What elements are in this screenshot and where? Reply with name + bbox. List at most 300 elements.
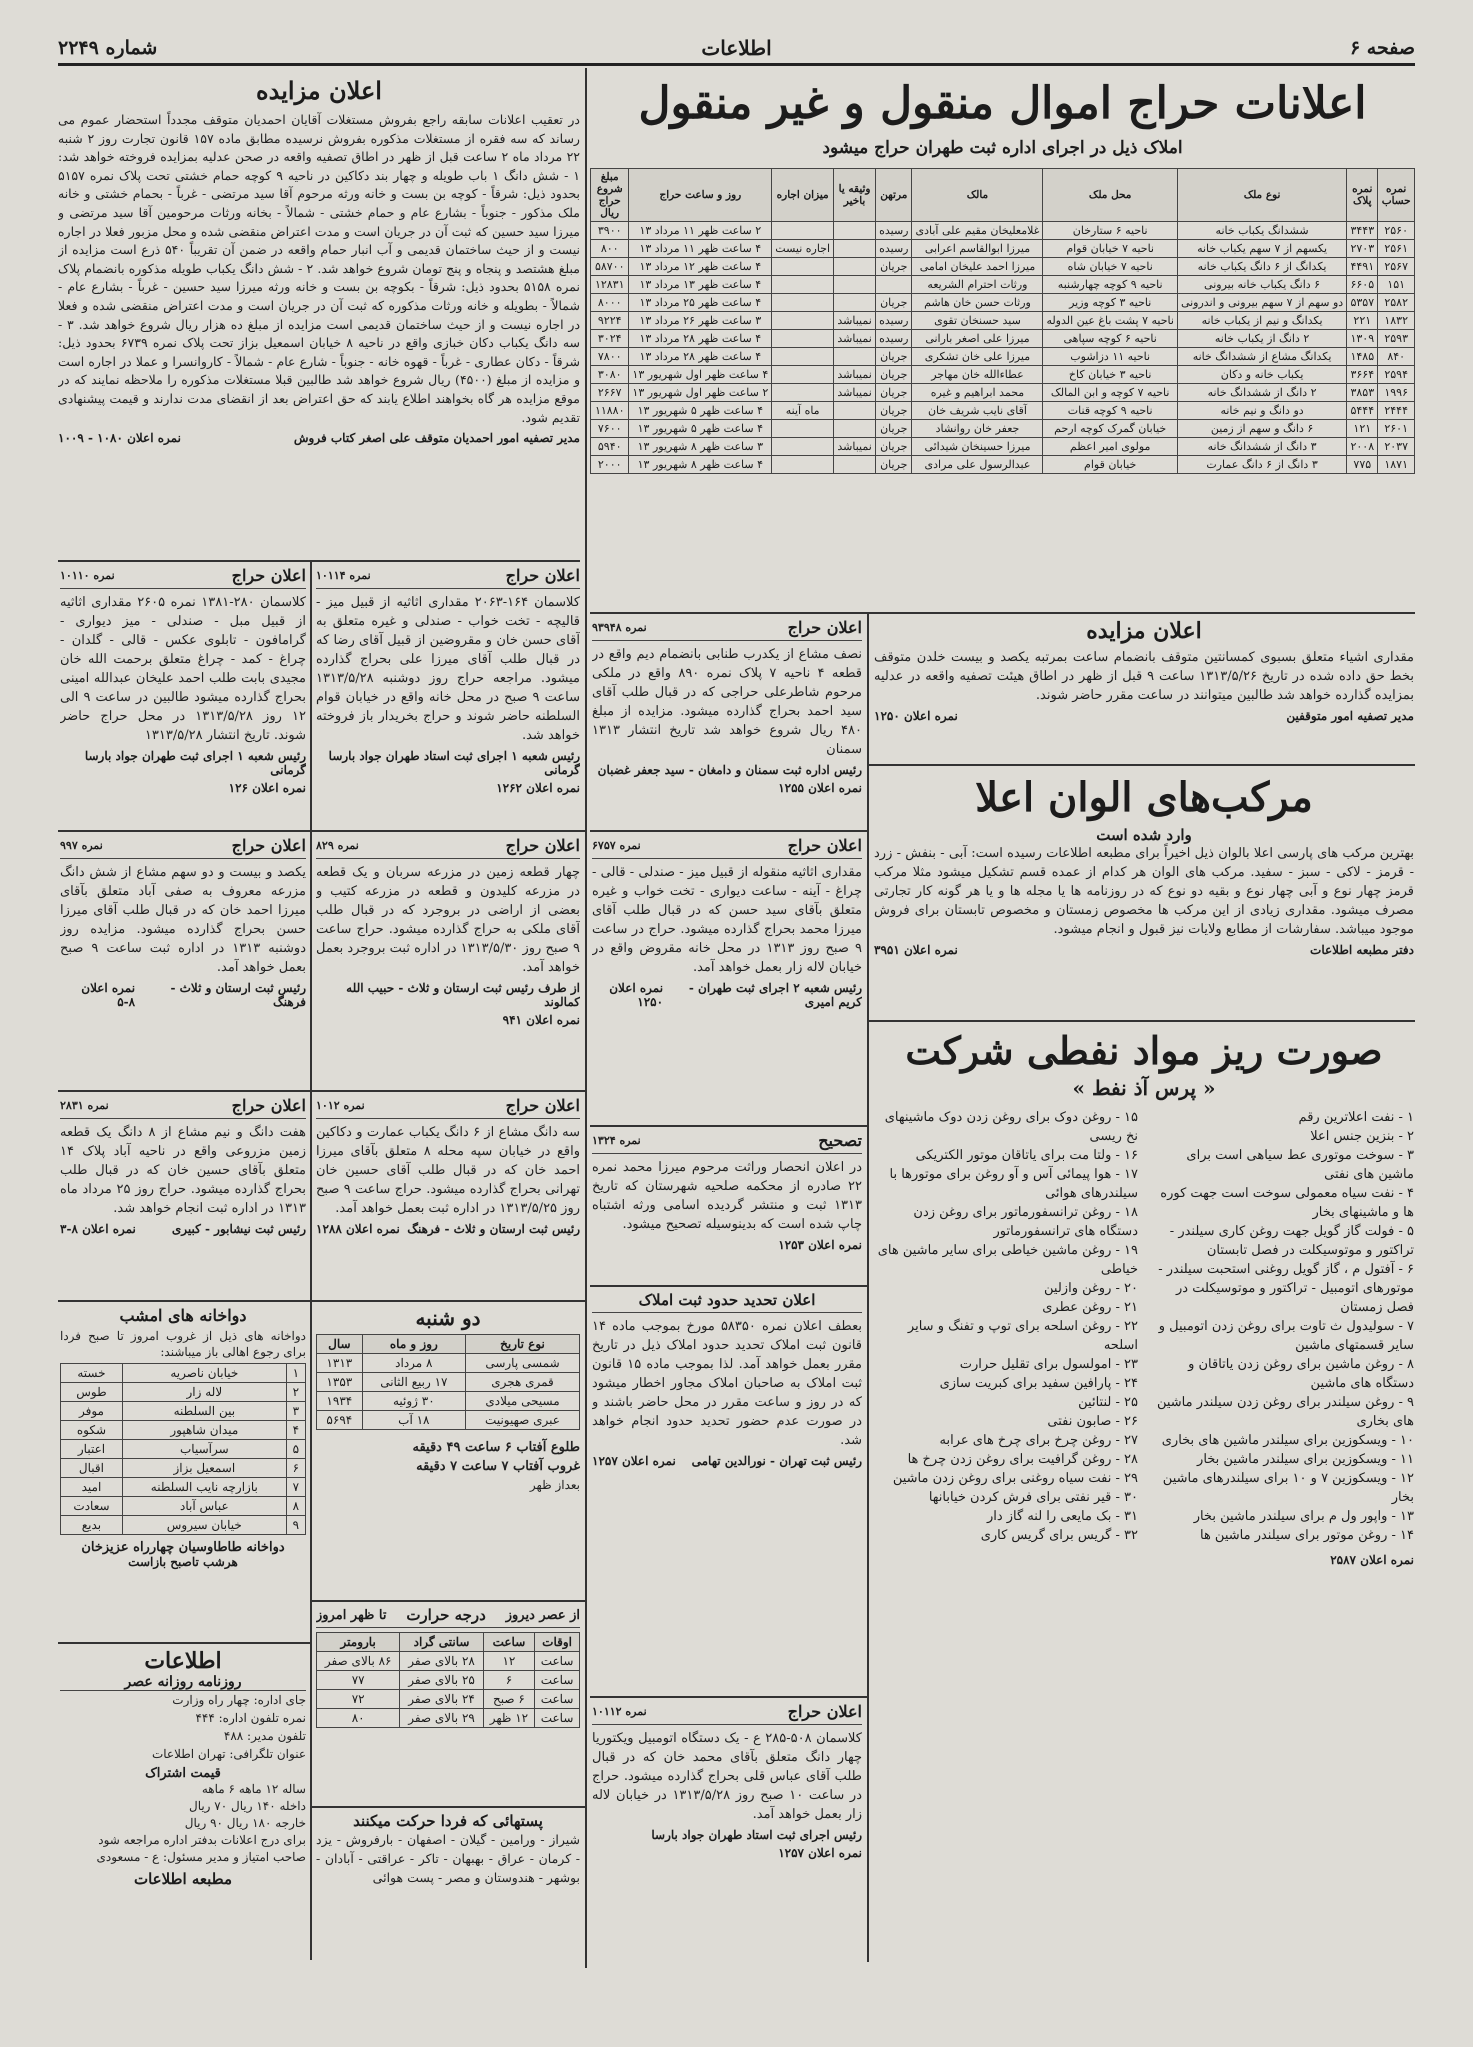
pharmacies-extra: دواخانه طاطاوسیان چهارراه عزیزخان [81, 1540, 285, 1555]
auction-cell: ششدانگ یکباب خانه [1177, 222, 1346, 240]
auction-cell: ۳۰۲۴ [591, 330, 629, 348]
auction-cell: ۵۴۴۴ [1347, 402, 1378, 420]
oil-item: ۴ - نفت سیاه معمولی سوخت است جهت کوره ها و ماشینهای بخار [1160, 1186, 1414, 1220]
auction-cell: ۹۲۲۴ [591, 312, 629, 330]
ad-harraj-4 [60, 836, 306, 1086]
ad-number: نمره اعلان ۱۲۵۷ [592, 1454, 676, 1468]
auction-cell: نمیباشد [834, 330, 876, 348]
auction-cell: ۲۵۶۱ [1378, 240, 1415, 258]
auction-row [591, 222, 1415, 240]
calendar [316, 1306, 580, 1596]
auction-cell: ۶ دانگ یکباب خانه بیرونی [1177, 276, 1346, 294]
divider [58, 1300, 310, 1302]
pharmacy-cell: اقبال [61, 1459, 123, 1478]
ad-harraj-2 [316, 566, 580, 826]
pharmacy-cell: ۷ [286, 1478, 305, 1497]
auction-cell: مولوی امیر اعظم [1043, 438, 1178, 456]
auction-cell [834, 276, 876, 294]
calendar-header: سال [317, 1335, 363, 1354]
divider [867, 764, 1415, 766]
ad-no: نمره ۱۰۱۲ [316, 1099, 365, 1112]
ad-signature: رئیس شعبه ۱ اجرای ثبت استاد طهران جواد بارسا گرمانی [328, 749, 580, 777]
calendar-cell: ۱۸ آب [362, 1411, 465, 1430]
auction-cell: آقای نایب شریف خان [912, 402, 1043, 420]
oil-item: ۳ - سوخت موتوری عط سیاهی است برای ماشین های نفتی [1186, 1148, 1414, 1182]
issue-number: شماره ۲۲۴۹ [58, 36, 158, 59]
noon-label: بعداز ظهر [529, 1478, 580, 1492]
divider [58, 560, 580, 562]
oil-item: ۲۷ - روغن چرخ برای چرخ های عرابه [939, 1433, 1138, 1448]
pharmacy-cell: ۹ [286, 1516, 305, 1535]
ad-number: نمره اعلان ۱۲۵۷ [778, 1846, 862, 1860]
auction-cell: ۲ دانگ از یکباب خانه [1177, 330, 1346, 348]
oil-item: ۸ - روغن ماشین برای روغن زدن یاتاقان و دستگاه های ماشین [1188, 1357, 1414, 1391]
ad-body: کلاسمان ۲۸۰-۱۳۸۱ نمره ۲۶۰۵ مقداری اثاثیه از قبیل مبل - صندلی - میز دیواری - گرامافون - تابلوی عکس - قالی - گلدان - چراغ - کمد - چراغ متعلق برحمت الله خان مجیدی بابت طلب احمد علیخان عبدالله امینی بحراج گذارده میشود طالبین در ساعت ۹ الی ۱۲ روز ۱۳۱۳/۵/۲۸ در محل حراج حاضر شوند. تاریخ انتشار ۱۳۱۳/۵/۲۸ [60, 595, 306, 743]
temperature-header: ساعت [483, 1633, 534, 1652]
ad-ink [874, 770, 1414, 1010]
divider [590, 1285, 867, 1287]
imprint-office: جای اداره: چهار راه وزارت [172, 1693, 306, 1707]
ad-title: اعلان حراج [231, 836, 306, 855]
calendar-cell: ۳۰ ژوئیه [362, 1392, 465, 1411]
ad-no: نمره ۱۰۱۱۲ [592, 1705, 647, 1718]
temperature-header: اوقات [535, 1633, 580, 1652]
divider [58, 1090, 310, 1092]
auction-cell: ناحیه ۷ پشت باغ عین الدوله [1043, 312, 1178, 330]
auction-cell: ۲۲۱ [1347, 312, 1378, 330]
oil-item: ۱۵ - روغن دوک برای روغن زدن دوک ماشینهای نخ ریسی [884, 1110, 1138, 1144]
divider [310, 560, 312, 1960]
auction-cell: رسیده [876, 222, 912, 240]
oil-item: ۲۲ - روغن اسلحه برای توپ و تفنگ و سایر اسلحه [907, 1319, 1138, 1353]
ad-no: نمره ۸۲۹ [316, 839, 359, 852]
auction-cell: عبدالرسول علی مرادی [912, 456, 1043, 474]
page-number: صفحه ۶ [1349, 36, 1415, 59]
ad-number: نمره اعلان ۱۲۵۵ [778, 781, 862, 795]
auction-row [591, 366, 1415, 384]
auction-cell: ۳۴۴۳ [1347, 222, 1378, 240]
ad-number: نمره اعلان ۱۲۵۰ [609, 981, 664, 1009]
ad-signature: رئیس شعبه ۱ اجرای ثبت طهران جواد بارسا گرمانی [84, 749, 306, 777]
divider [585, 68, 587, 1968]
auction-cell: ورثات حسن خان هاشم [912, 294, 1043, 312]
auction-cell: میرزا احمد علیخان امامی [912, 258, 1043, 276]
auction-cell: ۱۸۳۲ [1378, 312, 1415, 330]
ad-signature: مدیر تصفیه امور احمدیان متوقف علی اصغر کتاب فروش [293, 431, 580, 446]
oil-item: ۳۱ - بک مایعی را لنه گاز دار [986, 1509, 1138, 1524]
auction-header: مالک [912, 169, 1043, 222]
auction-row [591, 420, 1415, 438]
ad-signature: رئیس ثبت تهران - نورالدین تهامی [691, 1454, 862, 1468]
calendar-title: دو شنبه [415, 1306, 481, 1330]
divider [58, 830, 310, 832]
auction-cell: جریان [876, 402, 912, 420]
auction-cell: ۳۹۰۰ [591, 222, 629, 240]
auction-cell [834, 402, 876, 420]
oil-item: ۱۶ - ولتا مت برای یاتاقان موتور الکتریکی [915, 1148, 1138, 1163]
paper-name: اطلاعات [701, 35, 772, 60]
pharmacy-cell: عباس آباد [122, 1497, 286, 1516]
main-auctions [590, 76, 1415, 611]
ad-title: اعلان مزایده [1086, 618, 1202, 644]
auction-header: محل ملک [1043, 169, 1178, 222]
calendar-row [317, 1411, 580, 1430]
auction-cell: دو دانگ و نیم خانه [1177, 402, 1346, 420]
auction-cell: میرزا علی خان تشکری [912, 348, 1043, 366]
pharmacy-row [61, 1459, 306, 1478]
temp-from: از عصر دیروز [505, 1607, 580, 1623]
auction-cell: ۱۳۰۹ [1347, 330, 1378, 348]
imprint-press: مطبعه اطلاعات [133, 1870, 233, 1888]
auction-cell: ۳۶۶۴ [1347, 366, 1378, 384]
auction-header: مبلغ شروع حراج ریال [591, 169, 629, 222]
imprint-note: برای درج اعلانات بدفتر اداره مراجعه شود [98, 1833, 306, 1847]
auction-header: نمره حساب [1378, 169, 1415, 222]
auction-cell: ۲۷۰۳ [1347, 240, 1378, 258]
auction-cell: جریان [876, 294, 912, 312]
oil-item: ۵ - فولت گاز گویل جهت روغن کاری سیلندر - تراکتور و موتوسیکلت در فصل تابستان [1169, 1224, 1414, 1258]
auction-cell: ناحیه ۷ کوچه و ابن المالک [1043, 384, 1178, 402]
auction-cell: جریان [876, 258, 912, 276]
sunset: غروب آفتاب ۷ ساعت ۷ دقیقه [416, 1459, 580, 1474]
ad-signature: رئیس ثبت ارستان و ثلاث - فرهنگ [407, 1222, 580, 1236]
temperature-cell: ساعت [535, 1652, 580, 1671]
auction-cell: جعفر خان روانشاد [912, 420, 1043, 438]
auction-cell: ۲۵۸۲ [1378, 294, 1415, 312]
ad-title: اعلان حراج [787, 836, 862, 855]
ad-number: نمره اعلان ۱۲۶ [228, 781, 306, 795]
pharmacies [60, 1306, 306, 1636]
calendar-cell: ۱۷ ربیع الثانی [362, 1373, 465, 1392]
auction-cell: ۴ ساعت ظهر ۲۸ مرداد ۱۳ [629, 348, 772, 366]
pharmacies-table [60, 1363, 306, 1535]
pharmacy-cell: شکوه [61, 1421, 123, 1440]
auction-row [591, 438, 1415, 456]
auction-cell: ۲۵۹۴ [1378, 366, 1415, 384]
ad-title: اعلان حراج [505, 836, 580, 855]
oil-item: ۱۴ - روغن موتور برای سیلندر ماشین ها [1199, 1528, 1414, 1543]
auction-cell: ۴ ساعت ظهر اول شهریور ۱۳ [629, 366, 772, 384]
auction-cell: ۲۵۹۳ [1378, 330, 1415, 348]
auction-cell [834, 420, 876, 438]
auction-cell [834, 456, 876, 474]
auction-cell: ۲۰۰۸ [1347, 438, 1378, 456]
oil-item: ۲۹ - نفت سیاه روغنی برای روغن زدن ماشین [892, 1471, 1138, 1486]
auction-cell: یکباب خانه و دکان [1177, 366, 1346, 384]
ad-subtitle: وارد شده است [1096, 826, 1192, 844]
calendar-cell: ۱۳۱۳ [317, 1354, 363, 1373]
ad-title: تصحیح [818, 1131, 862, 1150]
auction-cell: ۳۸۵۳ [1347, 384, 1378, 402]
calendar-cell: قمری هجری [466, 1373, 580, 1392]
auction-cell: ۱۵۱ [1378, 276, 1415, 294]
oil-item: ۹ - روغن سیلندر برای روغن زدن سیلندر ماشین های بخاری [1156, 1395, 1414, 1429]
ad-no: نمره ۱۰۱۱۴ [316, 569, 371, 582]
ad-body: کلاسمان ۵۰۸-۲۸۵ ع - یک دستگاه اتومبیل ویکتوریا چهار دانگ متعلق بآقای محمد خان که در قبال طلب آقای عباس قلی بحراج گذارده میشود. حراج در ساعت ۱۰ صبح روز ۱۳۱۳/۵/۲۸ در خیابان لاله زار بعمل خواهد آمد. [592, 1731, 862, 1822]
ad-number: نمره اعلان ۹۴۱ [502, 1013, 580, 1027]
auction-cell: رسیده [876, 312, 912, 330]
ad-no: نمره ۱۳۲۴ [592, 1134, 641, 1147]
auction-cell: میرزا حسینخان شیدائی [912, 438, 1043, 456]
temp-title: درجه حرارت [406, 1606, 486, 1624]
ad-body: بعطف اعلان نمره ۵۸۳۵۰ مورخ بموجب ماده ۱۴ قانون ثبت املاک تحدید حدود املاک ذیل در تاریخ مقرر بعمل خواهد آمد. لذا بموجب ماده ۱۵ قانون ثبت املاک به صاحبان املاک مجاور اخطار میشود که در روز و ساعت مقرر در محل حاضر باشند و در صورت عدم حضور تحدید حدود انجام خواهد شد. [592, 1319, 862, 1448]
mail [316, 1812, 580, 1962]
ad-tahdid [592, 1291, 862, 1691]
calendar-cell: ۱۹۳۴ [317, 1392, 363, 1411]
pharmacy-cell: ۲ [286, 1383, 305, 1402]
ad-number: نمره اعلان ۸-۳ [60, 1222, 136, 1236]
auction-cell: ۱۲۸۳۱ [591, 276, 629, 294]
temperature-table [316, 1632, 580, 1728]
auction-cell: دو سهم از ۷ سهم بیرونی و اندرونی [1177, 294, 1346, 312]
temperature [316, 1606, 580, 1806]
ad-number: نمره اعلان ۱۲۵۳ [778, 1238, 862, 1252]
auction-cell [772, 222, 834, 240]
ad-body: نصف مشاع از یکدرب طنابی بانضمام دیم واقع در قطعه ۴ ناحیه ۷ پلاک نمره ۸۹۰ واقع در ملکی مرحوم شاطرعلی حراجی که در قبال طلب آقای سید احمد بحراج گذارده میشود. مزایده از مبلغ ۴۸۰ ریال شروع خواهد شد تاریخ انتشار ۱۳۱۳ سمنان [592, 647, 862, 757]
auction-header: نوع ملک [1177, 169, 1346, 222]
auction-cell: ۲۰۰۰ [591, 456, 629, 474]
pharmacy-row [61, 1364, 306, 1383]
pharmacy-cell: امید [61, 1478, 123, 1497]
pharmacy-cell: خیابان سیروس [122, 1516, 286, 1535]
ad-oil [874, 1026, 1414, 1961]
temperature-cell: ۲۹ بالای صفر [400, 1709, 483, 1728]
auction-cell [772, 276, 834, 294]
ad-title: اعلان حراج [231, 566, 306, 585]
auction-cell: ۴ ساعت ظهر ۲۸ مرداد ۱۳ [629, 330, 772, 348]
oil-item: ۲۰ - روغن وازلین [1044, 1281, 1138, 1296]
auction-header: نمره پلاک [1347, 169, 1378, 222]
auction-cell: ۲۰۳۷ [1378, 438, 1415, 456]
imprint-price1: ساله ۱۲ ماهه ۶ ماهه [201, 1782, 306, 1796]
oil-item: ۲ - بنزین جنس اعلا [1310, 1129, 1414, 1144]
temperature-cell: ساعت [535, 1690, 580, 1709]
auction-cell: ۲۵۶۷ [1378, 258, 1415, 276]
ad-signature: رئیس شعبه ۲ اجرای ثبت طهران - کریم امیری [688, 981, 862, 1009]
ad-signature: رئیس اجرای ثبت استاد طهران جواد بارسا [651, 1828, 862, 1842]
auction-cell: عطاءالله خان مهاجر [912, 366, 1043, 384]
temperature-cell: ۸۶ بالای صفر [317, 1652, 400, 1671]
temperature-cell: ۶ [483, 1671, 534, 1690]
ad-number: نمره اعلان ۱۲۸۸ [316, 1222, 400, 1236]
auction-cell: نمیباشد [834, 312, 876, 330]
calendar-row [317, 1354, 580, 1373]
ad-body: در اعلان انحصار وراثت مرحوم میرزا محمد نمره ۲۲ صادره از محکمه صلحیه شهرستان که تاریخ ۱۳۱۳ ثبت و منتشر گردیده اسامی ورثه اشتباه چاپ شده است که بدینوسیله تصحیح میشود. [592, 1160, 862, 1232]
auction-cell: جریان [876, 438, 912, 456]
auction-cell [772, 348, 834, 366]
auction-cell: رسیده [876, 240, 912, 258]
imprint-telegraph: عنوان تلگرافی: تهران اطلاعات [151, 1747, 306, 1761]
auction-cell [772, 294, 834, 312]
auction-cell: ۷۶۰۰ [591, 420, 629, 438]
ad-mozayede-top [58, 76, 580, 556]
auction-row [591, 456, 1415, 474]
auction-cell: ۴ ساعت ظهر ۱۲ مرداد ۱۳ [629, 258, 772, 276]
auction-row [591, 312, 1415, 330]
ad-number: نمره اعلان ۲۵۸۷ [1330, 1553, 1414, 1567]
pharmacy-row [61, 1516, 306, 1535]
auction-cell [834, 258, 876, 276]
auction-cell: ۴ ساعت ظهر ۱۳ مرداد ۱۳ [629, 276, 772, 294]
auction-cell [772, 420, 834, 438]
divider [590, 830, 867, 832]
temp-to: تا ظهر امروز [316, 1607, 387, 1623]
auction-cell: یکسهم از ۷ سهم یکباب خانه [1177, 240, 1346, 258]
ad-body: مقداری اشیاء متعلق بسبوی کمسانتین متوقف بانضمام ساعت بمرتبه یکصد و بیست خلدن متوقف بخط حق داده شده در تاریخ ۱۳۱۳/۵/۲۶ ساعت ۹ قبل از ظهر در اطاق هیئت تصفیه واقعه در عدلیه بمزایده گذارده خواهد شد طالبین میتوانند در ساعت مقرر حاضر شوند. [874, 650, 1414, 703]
auction-cell: ۶ دانگ و سهم از زمین [1177, 420, 1346, 438]
auction-cell: میرزا ابوالقاسم اعرابی [912, 240, 1043, 258]
auction-cell: میرزا علی اصغر بارانی [912, 330, 1043, 348]
oil-item: ۱۸ - روغن ترانسفورماتور برای روغن زدن دستگاه های ترانسفورماتور [913, 1205, 1138, 1239]
oil-item: ۲۱ - روغن عطری [1042, 1300, 1138, 1315]
calendar-cell: شمسی پارسی [466, 1354, 580, 1373]
auction-cell: ۴۴۹۱ [1347, 258, 1378, 276]
auction-cell: ناحیه ۷ خیابان شاه [1043, 258, 1178, 276]
oil-item: ۱۱ - ویسکوزین برای سیلندر ماشین بخار [1197, 1452, 1414, 1467]
auction-cell: ناحیه ۳ خیابان کاخ [1043, 366, 1178, 384]
calendar-header: نوع تاریخ [466, 1335, 580, 1354]
ad-signature: از طرف رئیس ثبت ارستان و ثلاث - حبیب الله کمالوند [346, 981, 580, 1009]
auction-cell: ۱۹۹۶ [1378, 384, 1415, 402]
calendar-cell: ۸ مرداد [362, 1354, 465, 1373]
ad-harraj-3 [592, 618, 862, 808]
pharmacy-cell: بین السلطنه [122, 1402, 286, 1421]
oil-item: ۳۲ - گریس برای گریس کاری [980, 1528, 1138, 1543]
auction-header: وثیقه یا باخیر [834, 169, 876, 222]
auction-cell: ۱۱۸۸۰ [591, 402, 629, 420]
auction-cell: محمد ابراهیم و غیره [912, 384, 1043, 402]
auction-cell: ۳ دانگ از ششدانگ خانه [1177, 438, 1346, 456]
pharmacy-cell: سرآسیاب [122, 1440, 286, 1459]
auction-cell: نمیباشد [834, 438, 876, 456]
auction-cell: یکدانگ و نیم از یکباب خانه [1177, 312, 1346, 330]
auction-cell: ۲۶۰۱ [1378, 420, 1415, 438]
oil-item: ۲۴ - پارافین سفید برای کبریت سازی [939, 1376, 1138, 1391]
ad-title: اعلان مزایده [256, 76, 382, 105]
imprint [60, 1648, 306, 1948]
auction-cell [772, 312, 834, 330]
ad-signature: رئیس ثبت نیشابور - کبیری [171, 1222, 306, 1236]
divider [867, 1020, 1415, 1022]
imprint-phone: نمره تلفون اداره: ۴۴۴ [195, 1711, 306, 1725]
main-auctions-title: اعلانات حراج اموال منقول و غیر منقول [638, 78, 1367, 129]
auction-row [591, 384, 1415, 402]
auction-cell: ۴ ساعت ظهر ۱۱ مرداد ۱۳ [629, 240, 772, 258]
temperature-cell: ساعت [535, 1709, 580, 1728]
temperature-row [317, 1652, 580, 1671]
auction-cell: جریان [876, 420, 912, 438]
ad-title: اعلان حراج [787, 618, 862, 637]
imprint-tel2: تلفون مدیر: ۴۸۸ [223, 1729, 306, 1743]
ad-body: بهترین مرکب های پارسی اعلا بالوان ذیل اخیراً برای مطبعه اطلاعات رسیده است: آبی - بنفش - زرد - قرمز - لاکی - سبز - سفید. مرکب های الوان هر کدام از عمده قسم تشکیل میشود مثلا مرکب قرمز چهار نوع و آبی چهار نوع و بقیه دو نوع که در روزنامه ها یا مجله ها و یا هر گونه کار تجارتی مصرف میشود. مقداری زیادی از این مرکب ها مخصوص زمستان و مخصوص تابستان برای فروش موجود میباشد. سفارشات از مطابع ولایات نیز قبول و انجام میشود. [874, 846, 1414, 937]
auction-cell: غلامعلیخان مقیم علی آبادی [912, 222, 1043, 240]
auction-cell: ۳۰۸۰ [591, 366, 629, 384]
auction-cell: ورثات احترام الشریعه [912, 276, 1043, 294]
temperature-row [317, 1671, 580, 1690]
auction-cell: ۳ ساعت ظهر ۲۶ مرداد ۱۳ [629, 312, 772, 330]
auction-cell: ۶۶۰۵ [1347, 276, 1378, 294]
imprint-price2: داخله ۱۴۰ ریال ۷۰ ریال [188, 1799, 306, 1813]
oil-item: ۶ - آفتول م ، گاز گویل روغنی استحبت سیلندر - موتورهای اتومبیل - تراکتور و موتوسیکلت در فصل زمستان [1158, 1262, 1414, 1315]
auction-cell: ناحیه ۹ کوچه چهارشنبه [1043, 276, 1178, 294]
auction-cell: ۵۹۴۰ [591, 438, 629, 456]
pharmacy-cell: ۱ [286, 1364, 305, 1383]
oil-item: ۱۲ - ویسکوزین ۷ و ۱۰ برای سیلندرهای ماشین بخار [1162, 1471, 1414, 1505]
pharmacy-row [61, 1402, 306, 1421]
auction-cell: ۲ دانگ از ششدانگ خانه [1177, 384, 1346, 402]
calendar-row [317, 1392, 580, 1411]
ad-harraj-7 [60, 1096, 306, 1296]
auction-row [591, 240, 1415, 258]
pharmacy-cell: میدان شاهپور [122, 1421, 286, 1440]
oil-item: ۲۶ - صابون نفتی [1047, 1414, 1138, 1429]
auction-cell [772, 258, 834, 276]
temperature-row [317, 1690, 580, 1709]
page-header [58, 32, 1415, 66]
auction-header: مرتهن [876, 169, 912, 222]
divider [310, 1090, 585, 1092]
ad-number: نمره اعلان ۸-۵ [81, 981, 136, 1009]
auction-cell: اجاره نیست [772, 240, 834, 258]
pharmacies-title: دواخانه های امشب [119, 1306, 247, 1325]
temperature-header: سانتی گراد [400, 1633, 483, 1652]
auction-header: روز و ساعت حراج [629, 169, 772, 222]
auction-cell: یکدانگ مشاع از ششدانگ خانه [1177, 348, 1346, 366]
ad-harraj-5 [316, 836, 580, 1086]
auction-row [591, 330, 1415, 348]
temperature-cell: ۶ صبح [483, 1690, 534, 1709]
imprint-price-title: قیمت اشتراک [145, 1766, 221, 1781]
pharmacy-cell: ۶ [286, 1459, 305, 1478]
oil-item: ۲۳ - امولسول برای تقلیل حرارت [959, 1357, 1138, 1372]
oil-item: ۱ - نفت اعلاترین رقم [1298, 1110, 1414, 1125]
auction-cell: ناحیه ۶ ستارخان [1043, 222, 1178, 240]
ad-harraj-9 [592, 1702, 862, 1962]
divider [590, 1696, 867, 1698]
pharmacy-cell: ۵ [286, 1440, 305, 1459]
temperature-cell: ۲۴ بالای صفر [400, 1690, 483, 1709]
pharmacy-cell: ۸ [286, 1497, 305, 1516]
auction-cell [772, 330, 834, 348]
calendar-row [317, 1373, 580, 1392]
divider [310, 1600, 585, 1602]
calendar-header: روز و ماه [362, 1335, 465, 1354]
divider [590, 1125, 867, 1127]
temperature-cell: ۱۲ [483, 1652, 534, 1671]
auction-row [591, 402, 1415, 420]
pharmacy-row [61, 1383, 306, 1402]
ad-body: چهار قطعه زمین در مزرعه سربان و یک قطعه در مزرعه کلیدون و قطعه در مزرعه کتیب و بعضی از اراضی در بروجرد که در قبال طلب آقای ملکی به حراج گذارده میشود. حراج ساعت ۹ صبح روز ۱۳۱۳/۵/۳۰ در اداره ثبت بروجرد بعمل خواهد آمد. [316, 865, 580, 975]
auction-cell: ۴ ساعت ظهر ۸ شهریور ۱۳ [629, 456, 772, 474]
ad-signature: رئیس ثبت ارستان و ثلاث - فرهنگ [170, 981, 306, 1009]
pharmacy-cell: سعادت [61, 1497, 123, 1516]
ad-mozayede-2 [874, 618, 1414, 758]
auction-cell: ناحیه ۳ کوچه وزیر [1043, 294, 1178, 312]
auction-row [591, 294, 1415, 312]
ad-body: در تعقیب اعلانات سابقه راجع بفروش مستغلات آقایان احمدیان متوقف مجدداً استحضار عموم می رساند که سه فقره از مستغلات مذکوره بفروش نرسیده مطابق ماده ۱۵۷ قانون تجارت روز ۲ شنبه ۲۲ مرداد ماه ۲ ساعت قبل از ظهر در اطاق تصفیه واقعه در صحن عدلیه بمزایده فروخته خواهد شد: ۱ - شش دانگ ۱ باب طویله و چهار بند دکاکین در ناحیه ۹ کوچه حمام خشتی تحت پلاک نمره ۵۱۵۷ بحدود ذیل: شرقاً - کوچه بن بست و خانه ورثه مرحوم آقا سید مرتضی - غرباً - بحمام خشتی و خانه ملک مذکور - جنوباً - بشارع عام و حمام خشتی - شمالاً - بخانه ورثات مرحومین آقا سید مرتضی و میرزا سید حسین که ثبت آن در جریان است و مدت اعتراض منقضی شده و محل مزبور فعلا در اجاره نیست و از حیث ساختمان قدیمی و آب انبار حمام واقعه در ضمن آن تقریباً ۵۴۰ ذرع است مزایده از مبلغ هشتصد و پنجاه و پنج تومان شروع خواهد شد. ۲ - شش دانگ یکباب طویله مذکوره بانضمام پلاک نمره ۵۱۵۸ بحدود ذیل: شرقاً - بکوچه بن بست و خانه ورثه میرزا سید حسین - غرباً - بشارع عام - شمالاً - بطویله و خانه ورثات مذکوره که ثبت آن در جریان است و مدت اعتراض منقضی شده و فعلا در اجاره نیست و از حیث ساختمان قدیمی است مزایده از مبلغ ده هزار ریال شروع خواهد شد. ۳ - سه دانگ یکباب دکان خبازی واقع در ناحیه ۸ خیابان اسمعیل بزاز تحت پلاک نمره ۶۷۳۹ بحدود ذیل: شرقاً - دکان عطاری - غرباً - قهوه خانه - جنوباً - شارع عام - شمالاً - کاروانسرا و عملا در اجاره است و مزایده از مبلغ (۴۵۰۰) ریال شروع خواهد شد طالبین قبلا مستغلات مذکوره را ملاحظه نمایند که در موقع مزایده هر گاه بخواهند اطلاع یابند که حق اعتراض بعد از انقضای مدت ندارند و قیمت پیشنهادی تقدیم شود. [58, 112, 580, 425]
auction-cell [834, 348, 876, 366]
ad-title: اعلان حراج [505, 566, 580, 585]
main-auctions-subtitle: املاک ذیل در اجرای اداره ثبت طهران حراج میشود [822, 138, 1183, 158]
auction-cell: ۱۸۷۱ [1378, 456, 1415, 474]
ad-harraj-8 [316, 1096, 580, 1296]
ad-harraj-6 [592, 836, 862, 1101]
ad-no: نمره ۱۰۱۱۰ [60, 569, 115, 582]
pharmacy-row [61, 1497, 306, 1516]
ad-title: اعلان حراج [231, 1096, 306, 1115]
pharmacy-cell: ۴ [286, 1421, 305, 1440]
auction-cell: ۱۴۸۵ [1347, 348, 1378, 366]
